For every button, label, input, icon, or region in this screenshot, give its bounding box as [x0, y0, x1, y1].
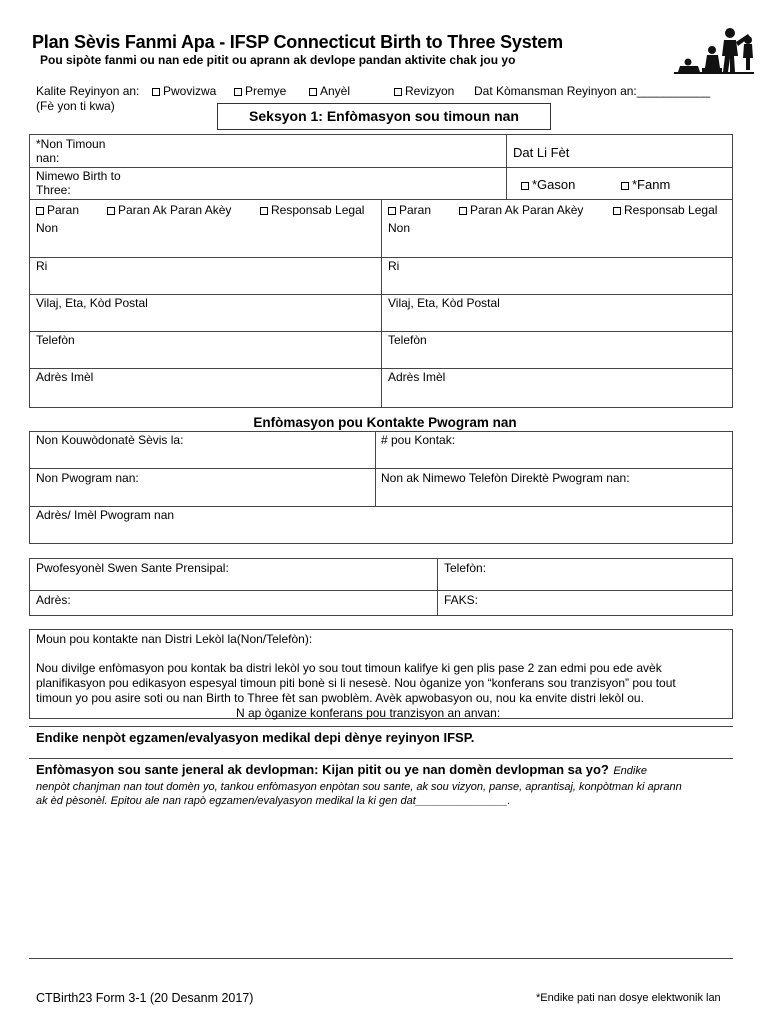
checkbox-icon[interactable] — [394, 88, 402, 96]
right-phone-field[interactable]: Telefòn — [388, 333, 427, 347]
left-email-field[interactable]: Adrès Imèl — [36, 370, 94, 384]
meeting-option-annual[interactable]: Anyèl — [309, 84, 350, 98]
program-email-field[interactable]: Adrès/ Imèl Pwogram nan — [36, 508, 175, 522]
school-contact-field[interactable]: Moun pou kontakte nan Distri Lekòl la(Non/Telefòn): — [36, 632, 313, 646]
checkbox-icon[interactable] — [152, 88, 160, 96]
left-name-field[interactable]: Non — [36, 221, 59, 235]
left-phone-field[interactable]: Telefòn — [36, 333, 75, 347]
primary-provider-field[interactable]: Pwofesyonèl Swen Sante Prensipal: — [36, 561, 229, 575]
checkbox-icon[interactable] — [613, 207, 621, 215]
right-option-guardian[interactable]: Responsab Legal — [613, 203, 717, 217]
program-name-field[interactable]: Non Pwogram nan: — [36, 471, 139, 485]
left-option-guardian[interactable]: Responsab Legal — [260, 203, 364, 217]
meeting-option-first[interactable]: Premye — [234, 84, 286, 98]
right-email-field[interactable]: Adrès Imèl — [388, 370, 446, 384]
school-paragraph: Nou divilge enfòmasyon pou kontak ba distri lekòl yo sou tout timoun kalifye ki gen plis pase 2 zan edmi pou ede avèk planifikasyon pou edikasyon espesyal timoun piti bonè si li nesesè. Nou òganize yon “konferans sou tranzisyon” pou tout timoun yo pou asire soti ou nan Birth to Three fèt san pwoblèm. Avèk apwobasyon ou, nou ka envite distri lekòl ou. N ap òganize konferans pou tranzisyon an anvan: — [36, 661, 676, 720]
checkbox-icon[interactable] — [107, 207, 115, 215]
form-id: CTBirth23 Form 3-1 (20 Desanm 2017) — [36, 991, 254, 1005]
checkbox-icon[interactable] — [621, 182, 629, 190]
contact-number-field[interactable]: # pou Kontak: — [381, 433, 456, 447]
left-street-field[interactable]: Ri — [36, 259, 48, 273]
child-name-label[interactable]: *Non Timoun nan: — [36, 137, 106, 165]
general-health-section: Enfòmasyon sou sante jeneral ak devlopman: Kijan pitit ou ye nan domèn devlopman sa yo? Endike nenpòt chanjman nan tout domèn yo, tankou enfòmasyon enpòtan sou sante, ak sou vizyon, panse, aprantisaj, konpòtman ki aprann ak èd pèsonèl. Epitou ale nan rapò egzamen/evalyasyon medikal la ki gen dat_______________. — [36, 762, 682, 807]
checkbox-icon[interactable] — [521, 182, 529, 190]
checkbox-icon[interactable] — [459, 207, 467, 215]
provider-address-field[interactable]: Adrès: — [36, 593, 71, 607]
left-option-parent[interactable]: Paran — [36, 203, 79, 217]
meeting-start-date-field[interactable]: Dat Kòmansman Reyinyon an:___________ — [474, 84, 711, 98]
children-playing-logo-icon — [672, 26, 756, 76]
right-option-foster[interactable]: Paran Ak Paran Akèy — [459, 203, 583, 217]
transition-conference-date[interactable]: N ap òganize konferans pou tranzisyon an anvan: — [236, 706, 501, 720]
provider-fax-field[interactable]: FAKS: — [444, 593, 479, 607]
page-subtitle: Pou sipòte fanmi ou nan ede pitit ou aprann ak devlope pandan aktivite chak jou yo — [40, 53, 516, 67]
checkbox-icon[interactable] — [260, 207, 268, 215]
medical-exam-heading: Endike nenpòt egzamen/evalyasyon medikal depi dènye reyinyon IFSP. — [36, 730, 475, 745]
right-city-field[interactable]: Vilaj, Eta, Kòd Postal — [388, 296, 500, 310]
coordinator-field[interactable]: Non Kouwòdonatè Sèvis la: — [36, 433, 184, 447]
right-street-field[interactable]: Ri — [388, 259, 400, 273]
page-title: Plan Sèvis Fanmi Apa - IFSP Connecticut Birth to Three System — [32, 32, 563, 52]
checkbox-icon[interactable] — [388, 207, 396, 215]
right-name-field[interactable]: Non — [388, 221, 411, 235]
female-checkbox[interactable]: *Fanm — [621, 177, 670, 192]
right-option-parent[interactable]: Paran — [388, 203, 431, 217]
male-checkbox[interactable]: *Gason — [521, 177, 575, 192]
checkbox-icon[interactable] — [309, 88, 317, 96]
checkbox-icon[interactable] — [36, 207, 44, 215]
meeting-option-review[interactable]: Revizyon — [394, 84, 454, 98]
meeting-note: (Fè yon ti kwa) — [36, 99, 115, 113]
checkbox-icon[interactable] — [234, 88, 242, 96]
section-1-title: Seksyon 1: Enfòmasyon sou timoun nan — [217, 103, 551, 130]
meeting-type-label: Kalite Reyinyon an: — [36, 84, 140, 98]
left-option-foster[interactable]: Paran Ak Paran Akèy — [107, 203, 231, 217]
dob-label[interactable]: Dat Li Fèt — [513, 145, 570, 160]
meeting-option-provisional[interactable]: Pwovizwa — [152, 84, 216, 98]
program-contact-table — [29, 431, 733, 544]
director-field[interactable]: Non ak Nimewo Telefòn Direktè Pwogram nan: — [381, 471, 630, 485]
footer-note: *Endike pati nan dosye elektwonik lan — [536, 992, 721, 1004]
left-city-field[interactable]: Vilaj, Eta, Kòd Postal — [36, 296, 148, 310]
provider-phone-field[interactable]: Telefòn: — [444, 561, 487, 575]
program-contact-heading: Enfòmasyon pou Kontakte Pwogram nan — [253, 415, 517, 430]
b23-number-label[interactable]: Nimewo Birth to Three: — [36, 169, 121, 197]
